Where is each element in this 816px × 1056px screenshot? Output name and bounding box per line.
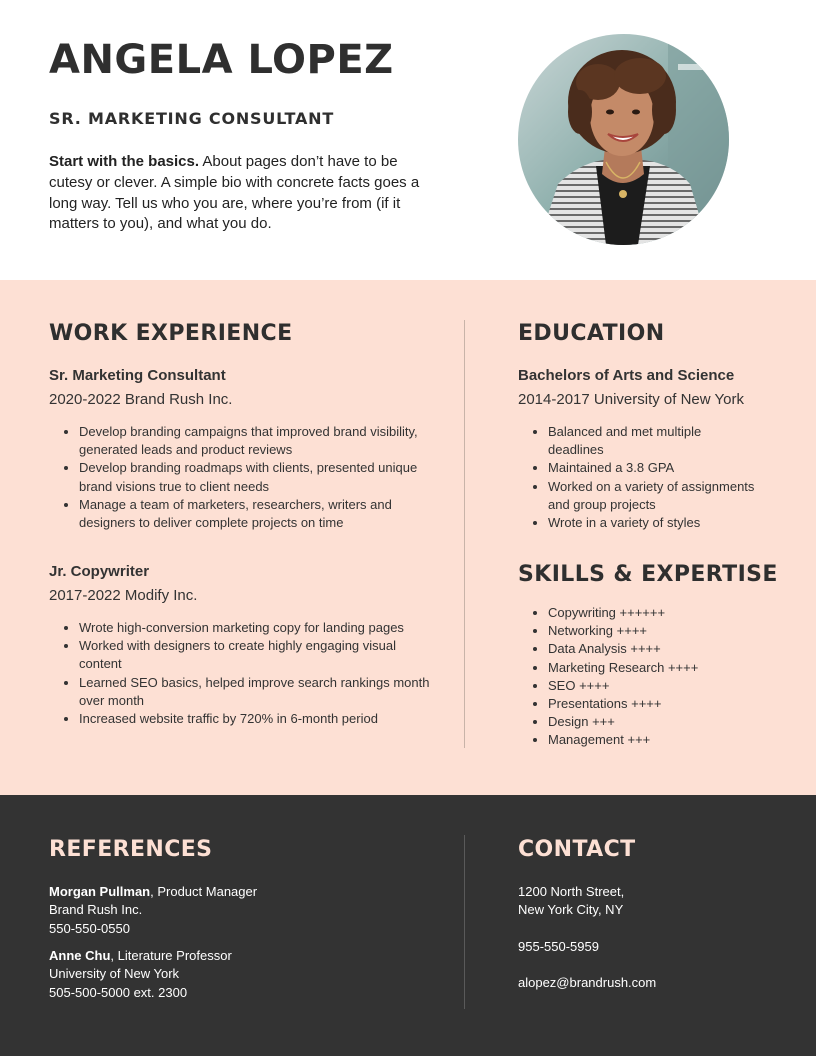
list-item: • Data Analysis ++++ [548,640,788,658]
degree-meta: 2014-2017 University of New York [518,391,744,408]
footer-section [0,795,816,1056]
intro-lead: Start with the basics. [49,153,200,170]
reference-name: Morgan Pullman [49,884,151,899]
job-meta: 2017-2022 Modify Inc. [49,587,198,604]
reference-role: , Product Manager [150,884,258,899]
contact-heading: CONTACT [518,837,636,862]
person-name: ANGELA LOPEZ [49,37,394,83]
work-experience-heading: WORK EXPERIENCE [49,321,293,346]
list-item: • Presentations ++++ [548,695,788,713]
intro-rest: About pages don’t have to be cutesy or clever. A simple bio with concrete facts goes a long way. Tell us who you are, where you’re from (if it matters to you), and what you do. [49,153,420,233]
list-item: • Management +++ [548,731,788,749]
portrait-illustration [518,34,729,245]
list-item: • Balanced and met multiple deadlines [548,423,758,459]
job-role: Jr. Copywriter [49,563,150,580]
address-line-1: 1200 North Street, [518,884,625,899]
list-item: • Wrote high-conversion marketing copy for landing pages [79,619,441,637]
reference-phone: 505-500-5000 ext. 2300 [49,984,188,1000]
reference-org: University of New York [49,966,180,982]
list-item: • Maintained a 3.8 GPA [548,459,758,477]
column-divider [464,320,465,748]
list-item: • Learned SEO basics, helped improve search rankings month over month [79,674,441,710]
list-item: • Wrote in a variety of styles [548,514,758,532]
education-bullets [518,423,758,532]
resume-header [0,0,816,280]
skills-list [518,604,788,750]
profile-photo [518,34,729,245]
address-line-2: New York City, NY [518,902,624,918]
reference-entry [49,947,232,1002]
list-item: • SEO ++++ [548,677,788,695]
person-title: SR. MARKETING CONSULTANT [49,109,335,128]
list-item: • Marketing Research ++++ [548,659,788,677]
list-item: • Worked with designers to create highly engaging visual content [79,637,441,673]
contact-address [518,883,624,920]
contact-email[interactable]: alopez@brandrush.com [518,975,657,990]
list-item: • Worked on a variety of assignments and group projects [548,478,758,514]
degree-name: Bachelors of Arts and Science [518,367,735,384]
reference-name: Anne Chu [49,948,111,963]
contact-phone: 955-550-5959 [518,939,599,954]
list-item: • Copywriting ++++++ [548,604,788,622]
experience-section [0,280,816,795]
skills-heading: SKILLS & EXPERTISE [518,562,778,587]
references-heading: REFERENCES [49,837,213,862]
reference-role: , Literature Professor [110,948,232,963]
list-item: • Develop branding roadmaps with clients, presented unique brand visions true to client needs [79,459,441,495]
job-bullets [49,619,441,728]
intro-paragraph [49,152,429,235]
job-role: Sr. Marketing Consultant [49,367,226,384]
list-item: • Develop branding campaigns that improved brand visibility, generated leads and product reviews [79,423,441,459]
list-item: • Increased website traffic by 720% in 6-month period [79,710,441,728]
job-meta: 2020-2022 Brand Rush Inc. [49,391,233,408]
education-heading: EDUCATION [518,321,665,346]
list-item: • Manage a team of marketers, researchers, writers and designers to deliver complete projects on time [79,496,441,532]
job-bullets [49,423,441,532]
reference-entry [49,883,257,938]
list-item: • Networking ++++ [548,622,788,640]
reference-org: Brand Rush Inc. [49,902,143,918]
reference-phone: 550-550-0550 [49,920,130,936]
list-item: • Design +++ [548,713,788,731]
column-divider [464,835,465,1009]
